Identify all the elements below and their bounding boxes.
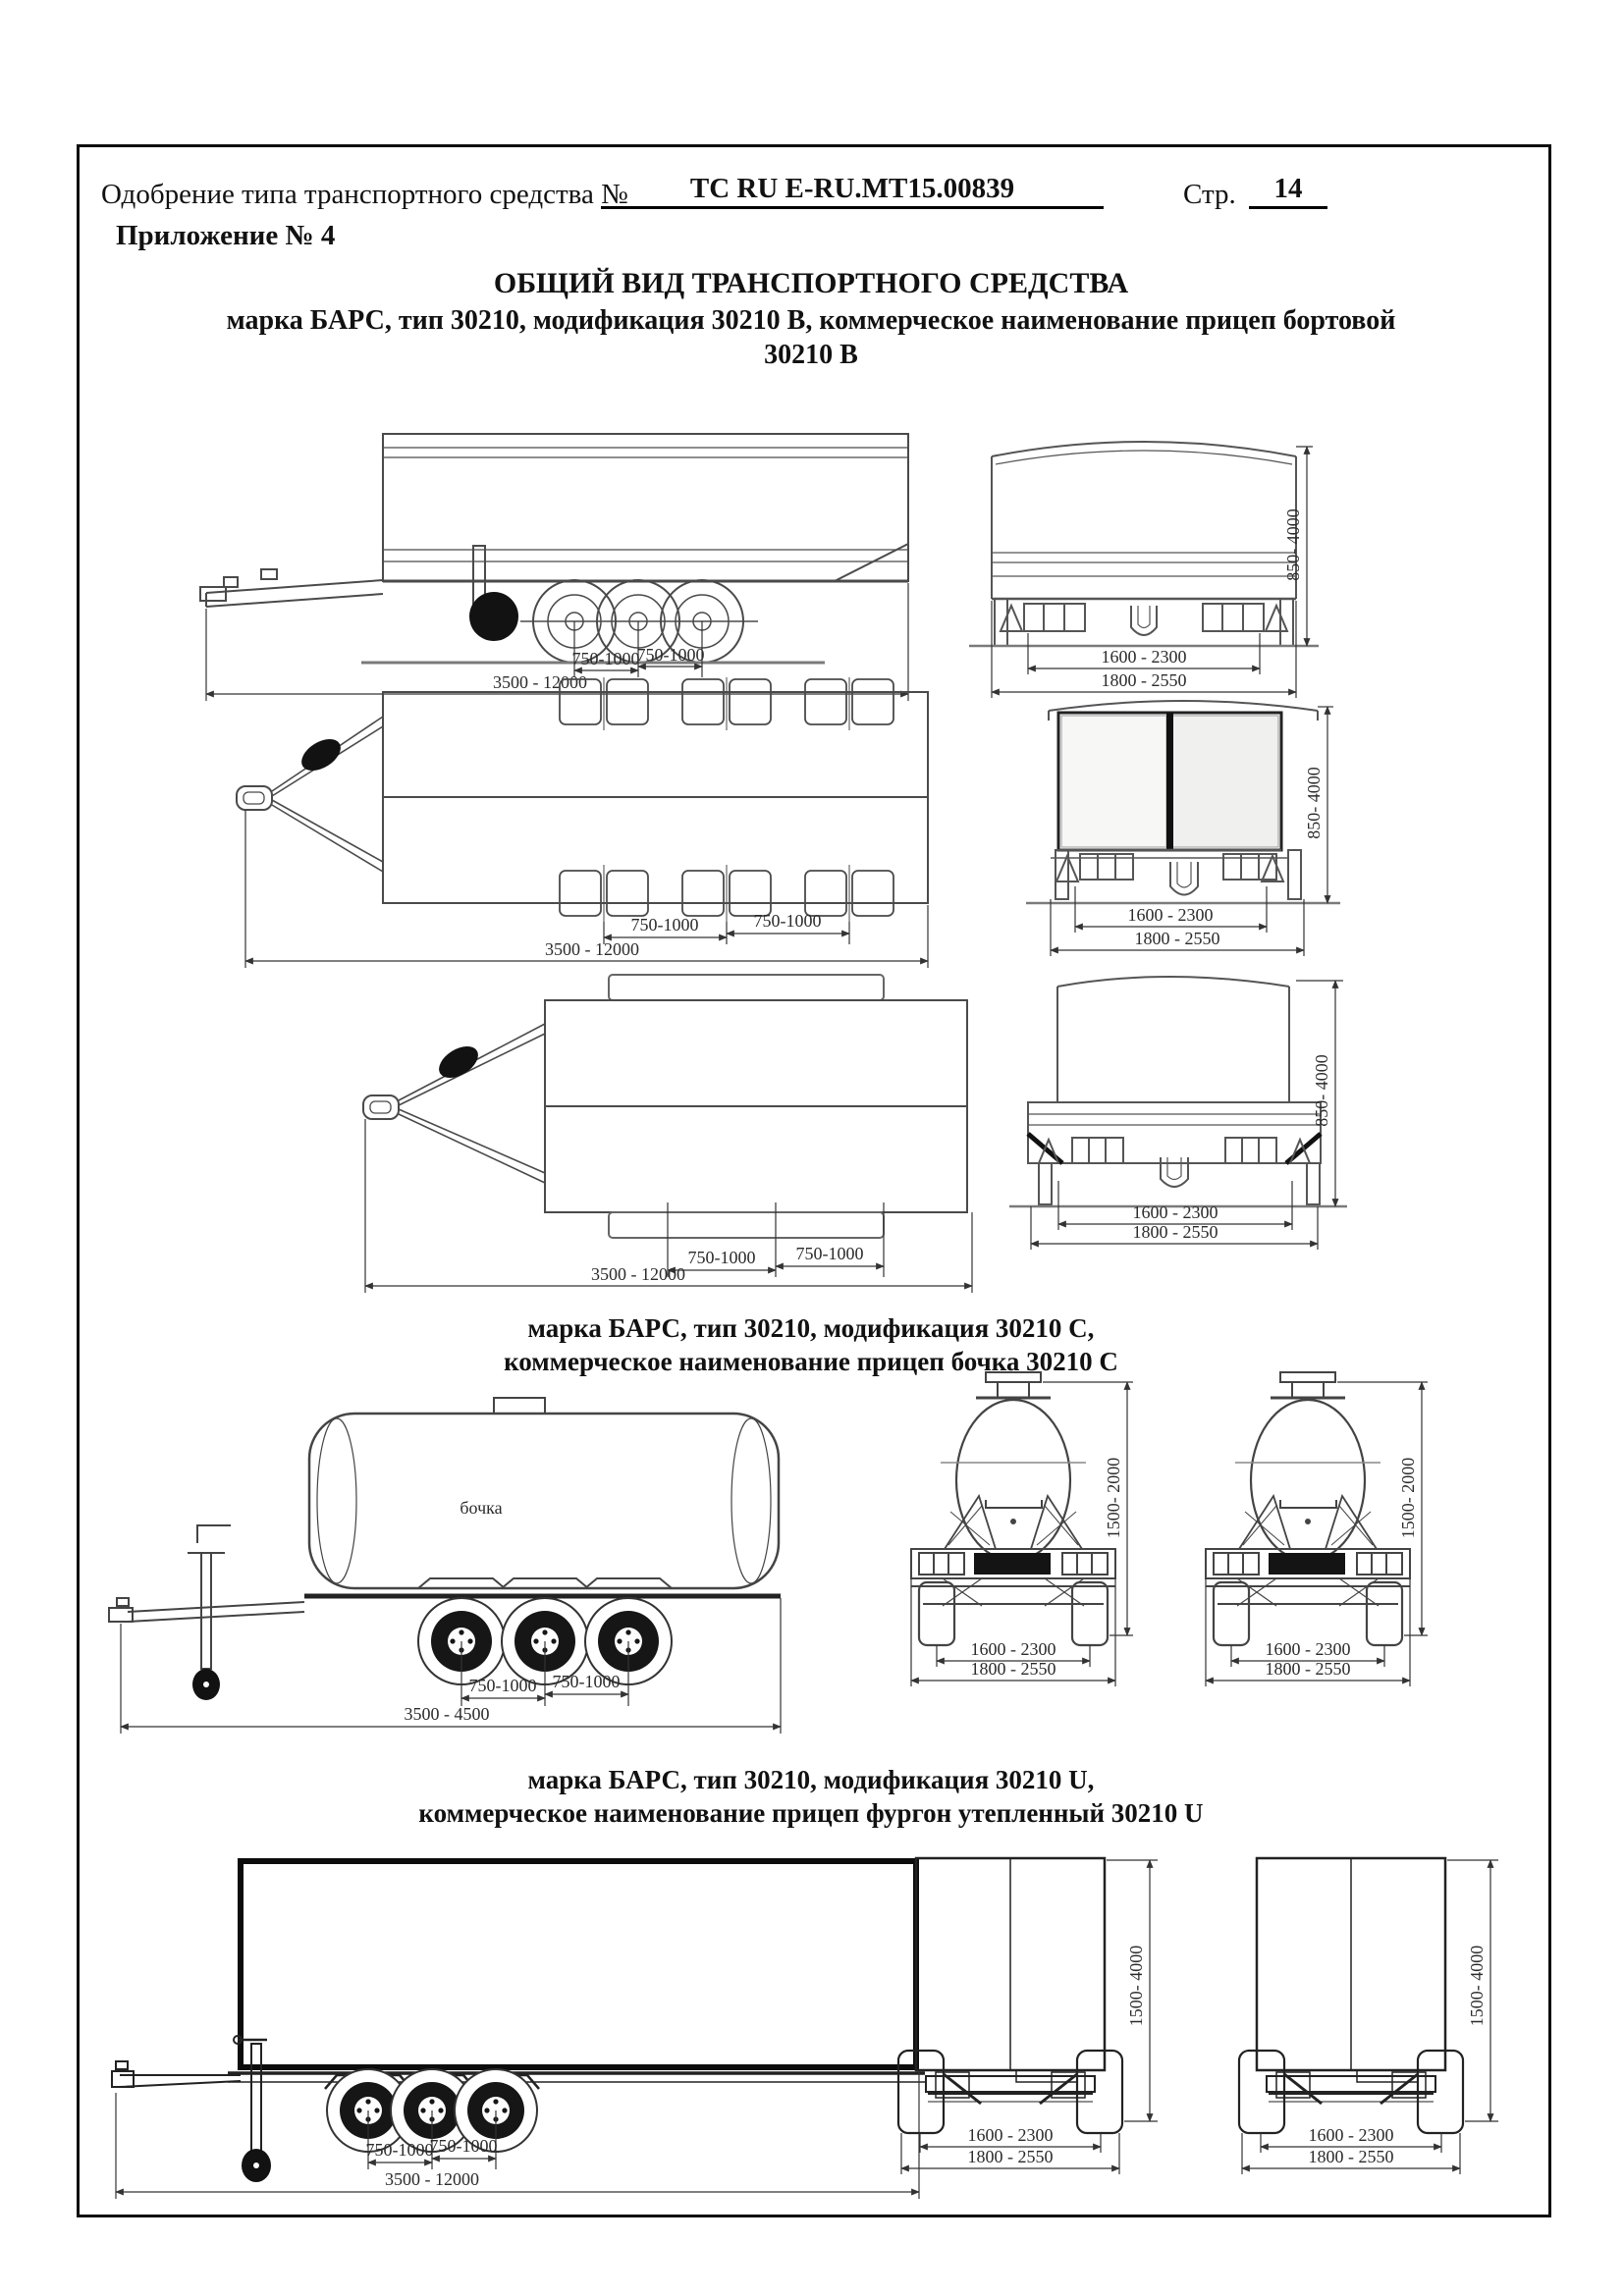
dim-track: 1600 - 2300 <box>1265 1639 1351 1659</box>
dim-axle-spacing: 750-1000 <box>795 1244 864 1263</box>
page-label: Стр. <box>1183 179 1236 210</box>
license-plate <box>974 1553 1051 1575</box>
dim-axle-spacing: 750-1000 <box>630 915 699 934</box>
fig-tank-rear-view-1 <box>884 1370 1141 1696</box>
dim-overall-length: 3500 - 12000 <box>591 1264 685 1284</box>
dim-board-height: 850- 4000 <box>1283 508 1303 581</box>
dim-overall-width: 1800 - 2550 <box>1265 1659 1351 1679</box>
door-divider <box>1166 713 1173 850</box>
fig-van-side-view <box>108 1853 933 2209</box>
section-u-heading-line1: марка БАРС, тип 30210, модификация 30210 U, <box>527 1765 1095 1794</box>
dim-overall-width: 1800 - 2550 <box>970 1659 1056 1679</box>
page-title: ОБЩИЙ ВИД ТРАНСПОРТНОГО СРЕДСТВА <box>493 267 1129 299</box>
dim-overall-width: 1800 - 2550 <box>1308 2147 1394 2166</box>
dim-overall-length: 3500 - 12000 <box>545 939 639 959</box>
section-c-heading-line2: коммерческое наименование прицеп бочка 30210 С <box>504 1347 1118 1376</box>
section-b-heading-line2: 30210 В <box>764 340 858 370</box>
dim-tank-height: 1500- 2000 <box>1398 1457 1418 1539</box>
dim-van-height: 1500- 4000 <box>1126 1945 1146 2027</box>
dim-track: 1600 - 2300 <box>967 2125 1054 2145</box>
fig-tank-rear-view-2 <box>1178 1370 1435 1696</box>
page-number: 14 <box>1249 173 1327 209</box>
dim-axle-spacing: 750-1000 <box>468 1676 537 1695</box>
fig-tank-side-view <box>103 1396 790 1741</box>
dim-overall-length: 3500 - 12000 <box>385 2169 479 2189</box>
dim-overall-width: 1800 - 2550 <box>1134 929 1220 948</box>
fig-bort-side-view <box>196 420 923 707</box>
left-door-panel <box>1061 716 1166 847</box>
dim-axle-spacing: 750-1000 <box>636 645 705 665</box>
section-b-heading-line1: марка БАРС, тип 30210, модификация 30210 В, коммерческое наименование прицеп бортовой <box>226 305 1396 336</box>
dim-tank-height: 1500- 2000 <box>1104 1457 1123 1539</box>
dim-overall-width: 1800 - 2550 <box>967 2147 1054 2166</box>
section-u-heading-line2: коммерческое наименование прицеп фургон утепленный 30210 U <box>418 1798 1204 1828</box>
dim-axle-spacing: 750-1000 <box>552 1672 621 1691</box>
approval-number: ТС RU E-RU.MT15.00839 <box>601 173 1104 209</box>
dim-axle-spacing: 750-1000 <box>753 911 822 931</box>
dim-axle-spacing: 750-1000 <box>571 649 640 668</box>
fig-bort-rear-view <box>967 417 1321 712</box>
dim-van-height: 1500- 4000 <box>1467 1945 1487 2027</box>
dim-axle-spacing: 750-1000 <box>687 1248 756 1267</box>
dim-tank-length: 3500 - 4500 <box>404 1704 490 1724</box>
dim-track: 1600 - 2300 <box>1127 905 1214 925</box>
fig-platform-top-view <box>344 967 992 1299</box>
license-plate <box>1269 1553 1345 1575</box>
fig-van-rear-view-1 <box>898 1846 1193 2208</box>
dim-overall-width: 1800 - 2550 <box>1101 670 1187 690</box>
fig-platform-rear-view <box>1001 965 1357 1267</box>
right-door-panel <box>1170 716 1278 847</box>
section-c-heading-line1: марка БАРС, тип 30210, модификация 30210 С, <box>527 1313 1095 1343</box>
dim-axle-spacing: 750-1000 <box>429 2136 498 2156</box>
dim-overall-width: 1800 - 2550 <box>1132 1222 1218 1242</box>
dim-axle-spacing: 750-1000 <box>365 2140 434 2160</box>
dim-board-height: 850- 4000 <box>1304 767 1324 839</box>
dim-track: 1600 - 2300 <box>1308 2125 1394 2145</box>
dim-track: 1600 - 2300 <box>1101 647 1187 667</box>
tank-label: бочка <box>460 1498 503 1518</box>
dim-board-height: 850- 4000 <box>1312 1054 1331 1127</box>
jockey-wheel <box>469 592 518 641</box>
dim-overall-length: 3500 - 12000 <box>493 672 587 692</box>
dim-track: 1600 - 2300 <box>1132 1202 1218 1222</box>
approval-label: Одобрение типа транспортного средства № <box>101 179 628 210</box>
fig-bort-rear-view-doors <box>1021 685 1345 991</box>
fig-bort-top-view <box>221 677 952 977</box>
fig-van-rear-view-2 <box>1239 1846 1534 2208</box>
dim-track: 1600 - 2300 <box>970 1639 1056 1659</box>
appendix-label: Приложение № 4 <box>116 220 336 251</box>
